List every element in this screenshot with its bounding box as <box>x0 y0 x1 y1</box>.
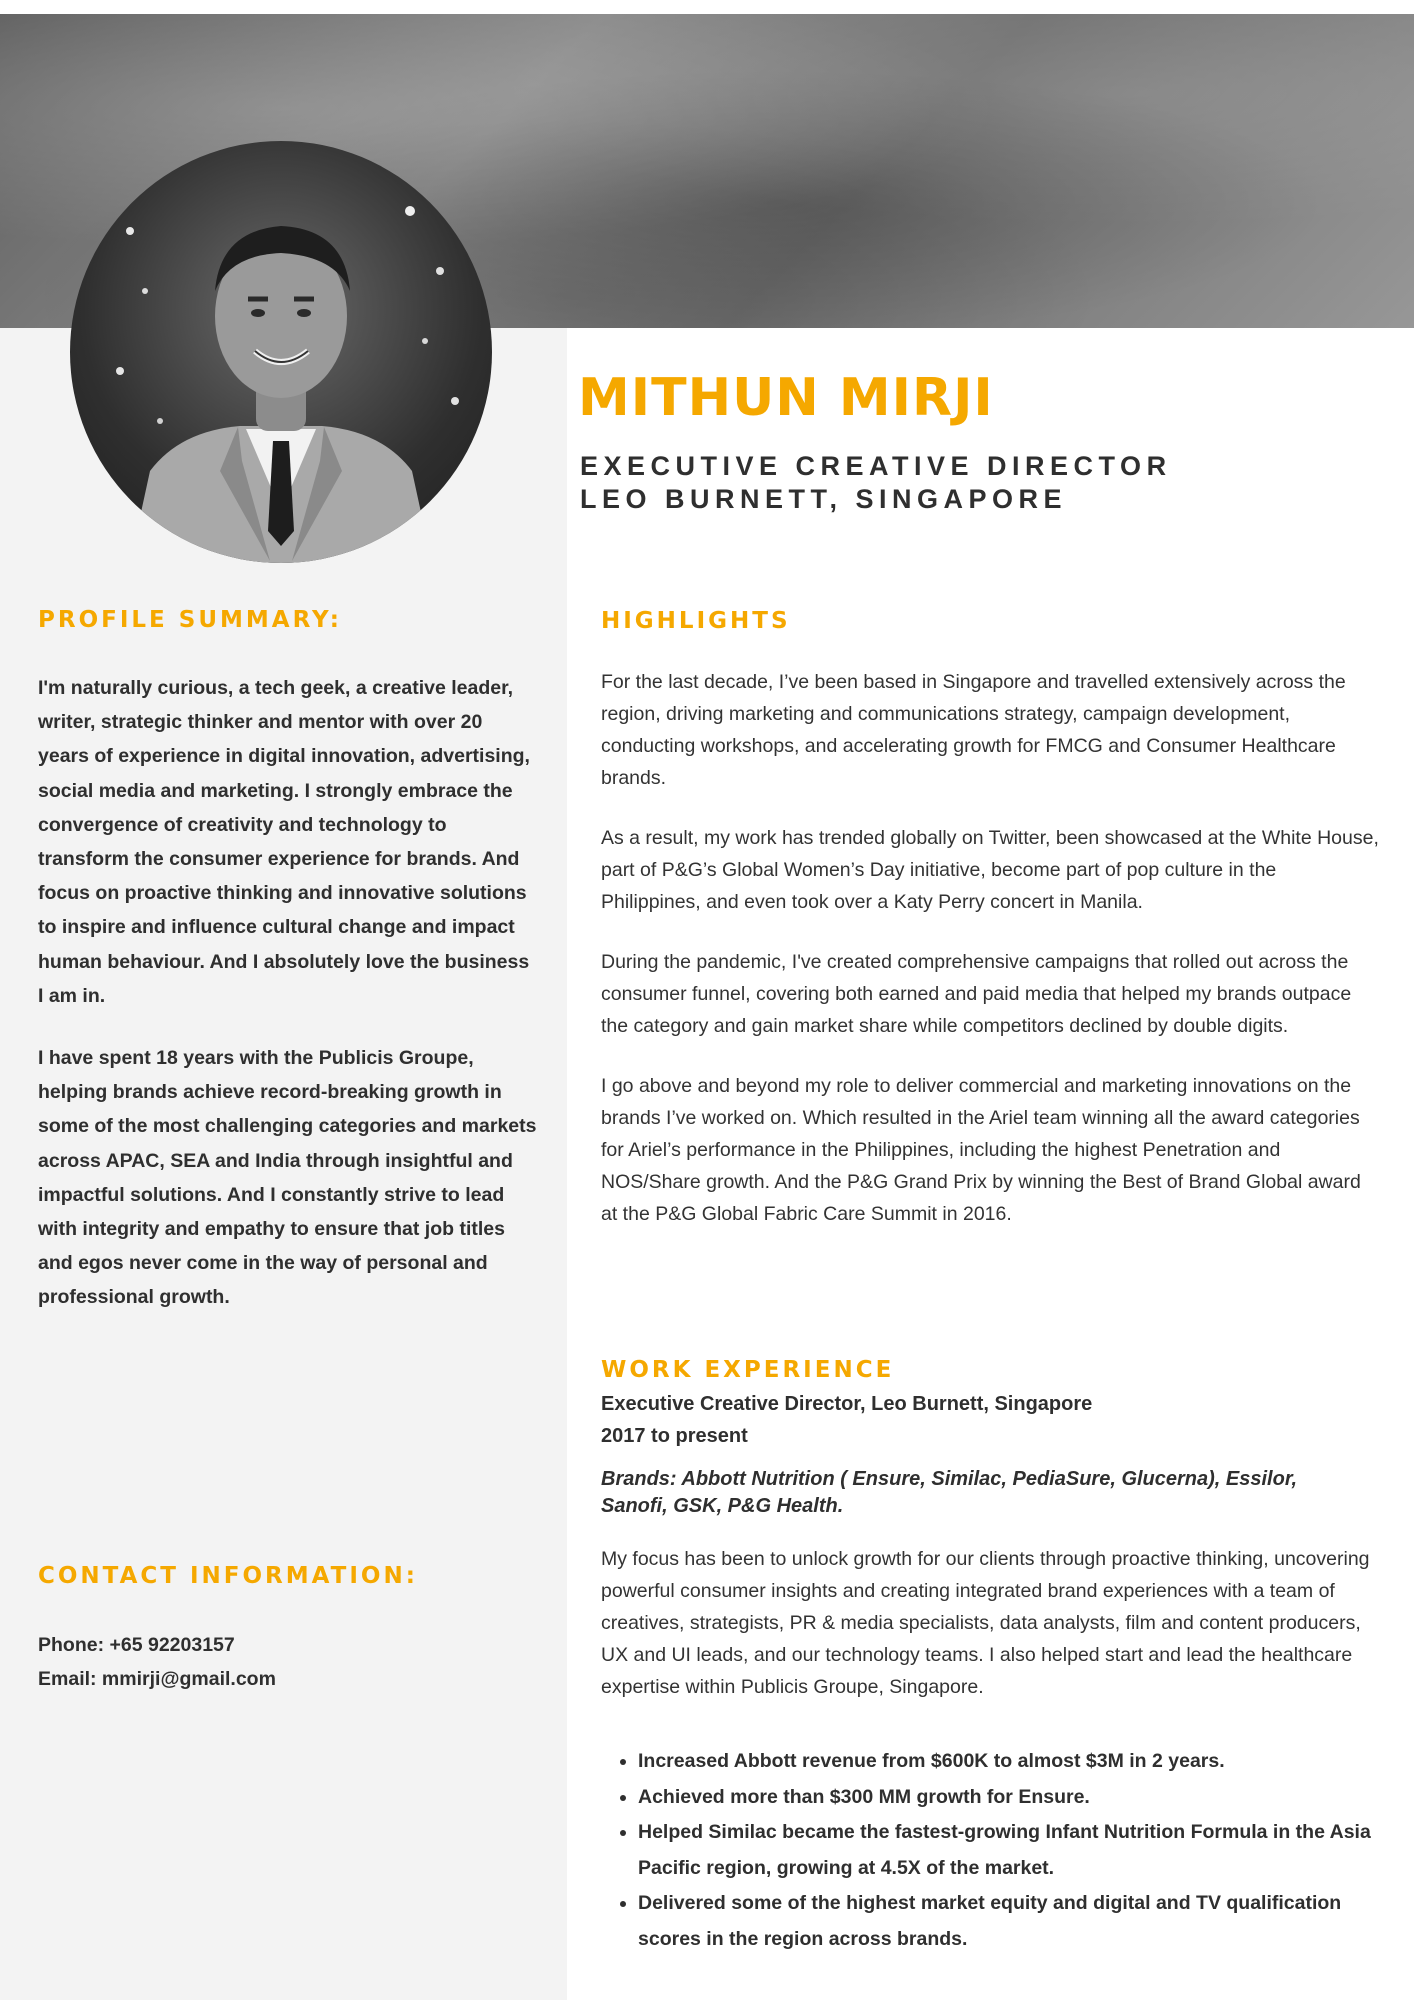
achievement-item: • Delivered some of the highest market equity and digital and TV qualification scores in the region across brands. <box>638 1886 1398 1957</box>
highlights-paragraph: I go above and beyond my role to deliver commercial and marketing innovations on the brands I’ve worked on. Which resulted in the Ariel team winning all the award categories for Ariel’s performance in the Philippines, including the highest Penetration and NOS/Share growth. And the P&G Grand Prix by winning the Best of Brand Global award at the P&G Global Fabric Care Summit in 2016. <box>601 1075 1361 1225</box>
achievement-item: • Helped Similac became the fastest-growing Infant Nutrition Formula in the Asia Pacific region, growing at 4.5X of the market. <box>638 1815 1398 1886</box>
candidate-name: MITHUN MIRJI <box>578 368 994 428</box>
contact-information <box>38 1628 538 1696</box>
job-brands: Brands: Abbott Nutrition ( Ensure, Similac, PediaSure, Glucerna), Essilor, Sanofi, GSK, P&G Health. <box>601 1468 1298 1517</box>
contact-email: Email: mmirji@gmail.com <box>38 1668 276 1691</box>
profile-photo-image <box>70 141 492 563</box>
job-title: Executive Creative Director, Leo Burnett, Singapore <box>601 1393 1093 1415</box>
top-margin <box>0 0 1414 14</box>
profile-photo <box>70 141 492 563</box>
highlights-paragraph: For the last decade, I’ve been based in Singapore and travelled extensively across the region, driving marketing and communications strategy, campaign development, conducting workshops, and accelerating growth for FMCG and Consumer Healthcare brands. <box>601 671 1346 789</box>
achievements-list <box>601 1744 1398 1957</box>
work-experience-heading: WORK EXPERIENCE <box>601 1357 895 1383</box>
highlights-paragraph: During the pandemic, I've created comprehensive campaigns that rolled out across the consumer funnel, covering both earned and paid media that helped my brands outpace the category and gain market share while competitors declined by double digits. <box>601 951 1352 1037</box>
highlights-paragraph: As a result, my work has trended globally on Twitter, been showcased at the White House, part of P&G’s Global Women’s Day initiative, become part of pop culture in the Philippines, and even took over a Katy Perry concert in Manila. <box>601 827 1379 913</box>
job-description: My focus has been to unlock growth for our clients through proactive thinking, uncovering powerful consumer insights and creating integrated brand experiences with a team of creatives, strategists, PR & media specialists, data analysts, film and content producers, UX and UI leads, and our technology teams. I also helped start and lead the healthcare expertise within Publicis Groupe, Singapore. <box>601 1548 1370 1698</box>
profile-summary-text <box>38 671 538 1343</box>
highlights-heading: HIGHLIGHTS <box>601 608 791 634</box>
contact-information-heading: CONTACT INFORMATION: <box>38 1563 418 1589</box>
candidate-role <box>580 450 1172 516</box>
job-dates: 2017 to present <box>601 1425 748 1447</box>
achievement-item: • Achieved more than $300 MM growth for Ensure. <box>638 1780 1398 1816</box>
highlights-text <box>601 666 1381 1258</box>
role-line-title: EXECUTIVE CREATIVE DIRECTOR <box>580 451 1172 481</box>
role-line-company: LEO BURNETT, SINGAPORE <box>580 484 1068 514</box>
contact-phone: Phone: +65 92203157 <box>38 1634 235 1656</box>
profile-summary-heading: PROFILE SUMMARY: <box>38 607 342 633</box>
profile-paragraph: I'm naturally curious, a tech geek, a creative leader, writer, strategic thinker and mentor with over 20 years of experience in digital innovation, advertising, social media and marketing. I strongly embrace the convergence of creativity and technology to transform the consumer experience for brands. And focus on proactive thinking and innovative solutions to inspire and influence cultural change and impact human behaviour. And I absolutely love the business I am in. <box>38 677 530 1007</box>
profile-paragraph: I have spent 18 years with the Publicis Groupe, helping brands achieve record-breaking growth in some of the most challenging categories and markets across APAC, SEA and India through insightful and impactful solutions. And I constantly strive to lead with integrity and empathy to ensure that job titles and egos never come in the way of personal and professional growth. <box>38 1047 537 1309</box>
achievement-item: • Increased Abbott revenue from $600K to almost $3M in 2 years. <box>638 1744 1398 1780</box>
